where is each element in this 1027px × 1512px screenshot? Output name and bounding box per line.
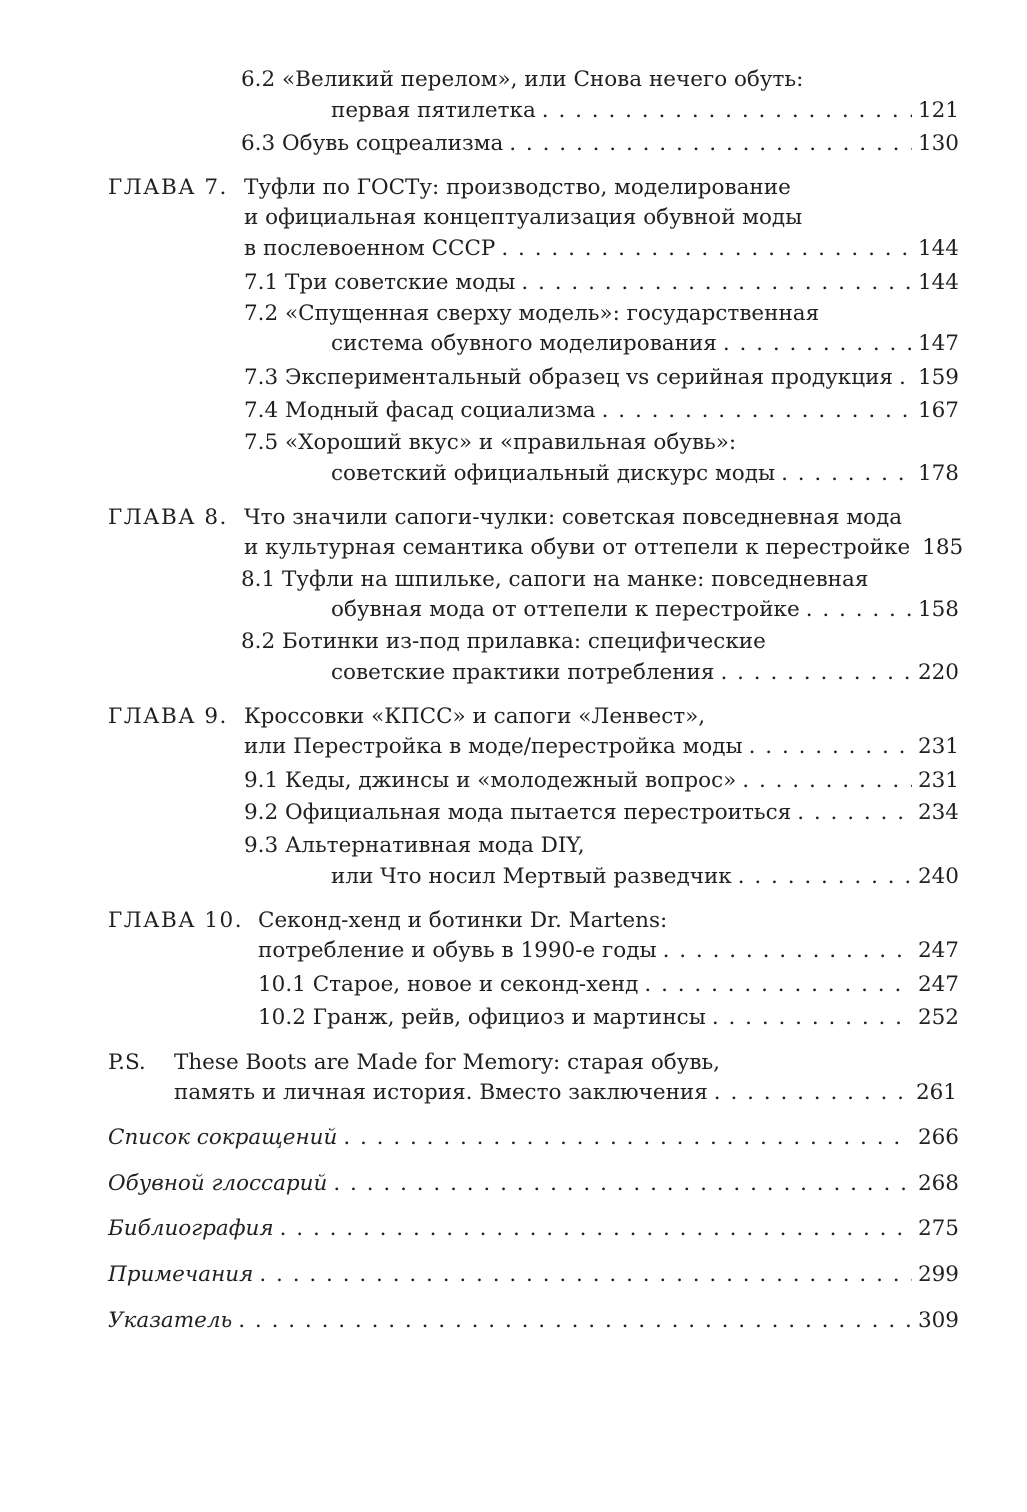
toc-ps-label: P.S. [108,1050,146,1075]
toc-chapter-9-page: 231 [917,734,959,759]
toc-6-2-title-line2: первая пятилетка [331,98,536,123]
dot-leader [542,98,912,124]
toc-6-3-title: 6.3 Обувь соцреализма [241,131,504,156]
toc-10-2-page: 252 [917,1005,959,1030]
toc-ps-title-line1: These Boots are Made for Memory: старая обувь, [174,1050,721,1075]
toc-10-1-page: 247 [917,972,959,997]
toc-entry-9-1[interactable] [244,768,959,794]
dot-leader [343,1125,912,1151]
toc-7-3-title: 7.3 Экспериментальный образец vs серийная продукция [244,365,893,390]
toc-abbreviations-page: 266 [917,1125,959,1150]
toc-6-2-page: 121 [917,98,959,123]
toc-8-1-title-line2: обувная мода от оттепели к перестройке [331,597,800,622]
toc-9-1-title: 9.1 Кеды, джинсы и «молодежный вопрос» [244,768,737,793]
toc-entry-7-1[interactable] [244,270,959,296]
toc-entry-chapter-10[interactable] [258,938,959,964]
toc-entry-bibliography[interactable] [108,1216,959,1242]
toc-entry-abbreviations[interactable] [108,1125,959,1151]
toc-7-5-page: 178 [917,461,959,486]
dot-leader [749,734,912,760]
toc-glossary-title: Обувной глоссарий [108,1171,328,1196]
dot-leader [333,1171,912,1197]
dot-leader [723,331,912,357]
toc-7-4-title: 7.4 Модный фасад социализма [244,398,596,423]
toc-index-title: Указатель [108,1308,233,1333]
toc-entry-6-3[interactable] [241,131,959,157]
toc-index-page: 309 [917,1308,959,1333]
toc-notes-title: Примечания [108,1262,254,1287]
toc-9-2-title: 9.2 Официальная мода пытается перестроиться [244,800,792,825]
toc-7-3-page: 159 [917,365,959,390]
toc-7-2-title-line2: система обувного моделирования [331,331,717,356]
toc-entry-9-3[interactable] [331,864,959,890]
dot-leader [238,1308,912,1334]
toc-entry-8-1[interactable] [331,597,959,623]
toc-chapter-9-title-line1: Кроссовки «КПСС» и сапоги «Ленвест», [244,704,706,729]
toc-6-3-page: 130 [917,131,959,156]
toc-glossary-page: 268 [917,1171,959,1196]
toc-entry-7-4[interactable] [244,398,959,424]
dot-leader [501,236,912,262]
dot-leader [644,972,912,998]
dot-leader [797,800,912,826]
dot-leader [521,270,912,296]
toc-bibliography-title: Библиография [108,1216,274,1241]
dot-leader [663,938,912,964]
dot-leader [781,461,912,487]
toc-ps-title-line2: память и личная история. Вместо заключения [174,1080,708,1105]
toc-8-2-title-line2: советские практики потребления [331,660,715,685]
toc-chapter-7-title-line3: в послевоенном СССР [244,236,496,261]
dot-leader [720,660,912,686]
dot-leader [509,131,912,157]
toc-chapter-7-page: 144 [917,236,959,261]
toc-8-2-title-line1: 8.2 Ботинки из-под прилавка: специфические [241,629,766,654]
toc-chapter-10-page: 247 [917,938,959,963]
toc-entry-10-2[interactable] [258,1005,959,1031]
toc-9-3-page: 240 [917,864,959,889]
toc-entry-7-3[interactable] [244,365,959,391]
toc-entry-7-2[interactable] [331,331,959,357]
toc-7-5-title-line2: советский официальный дискурс моды [331,461,776,486]
toc-chapter-9-label: ГЛАВА 9. [108,704,228,729]
toc-10-1-title: 10.1 Старое, новое и секонд-хенд [258,972,639,997]
toc-9-1-page: 231 [917,768,959,793]
toc-7-4-page: 167 [917,398,959,423]
toc-entry-7-5[interactable] [331,461,959,487]
toc-entry-notes[interactable] [108,1262,959,1288]
toc-7-2-title-line1: 7.2 «Спущенная сверху модель»: государственная [244,301,820,326]
toc-entry-ps[interactable] [174,1080,957,1106]
toc-8-1-title-line1: 8.1 Туфли на шпильке, сапоги на манке: повседневная [241,567,869,592]
toc-chapter-7-label: ГЛАВА 7. [108,175,228,200]
toc-chapter-10-label: ГЛАВА 10. [108,908,244,933]
toc-chapter-7-title-line2: и официальная концептуализация обувной моды [244,205,803,230]
dot-leader [742,768,912,794]
toc-entry-glossary[interactable] [108,1171,959,1197]
toc-10-2-title: 10.2 Гранж, рейв, официоз и мартинсы [258,1005,706,1030]
toc-notes-page: 299 [917,1262,959,1287]
dot-leader [712,1005,912,1031]
toc-9-3-title-line2: или Что носил Мертвый разведчик [331,864,732,889]
dot-leader [259,1262,912,1288]
toc-entry-8-2[interactable] [331,660,959,686]
toc-7-2-page: 147 [917,331,959,356]
dot-leader [738,864,912,890]
dot-leader [602,398,912,424]
toc-entry-9-2[interactable] [244,800,959,826]
toc-7-5-title-line1: 7.5 «Хороший вкус» и «правильная обувь»: [244,430,737,455]
toc-8-2-page: 220 [917,660,959,685]
dot-leader [714,1080,910,1106]
toc-entry-10-1[interactable] [258,972,959,998]
toc-9-3-title-line1: 9.3 Альтернативная мода DIY, [244,833,585,858]
toc-chapter-10-title-line1: Секонд-хенд и ботинки Dr. Martens: [258,908,668,933]
toc-chapter-10-title-line2: потребление и обувь в 1990-е годы [258,938,657,963]
toc-entry-index[interactable] [108,1308,959,1334]
dot-leader [806,597,912,623]
toc-chapter-8-title-line2: и культурная семантика обуви от оттепели к перестройке [244,535,911,560]
toc-abbreviations-title: Список сокращений [108,1125,338,1150]
toc-entry-6-2[interactable] [331,98,959,124]
dot-leader [280,1216,912,1242]
toc-chapter-8-label: ГЛАВА 8. [108,505,228,530]
toc-7-1-page: 144 [917,270,959,295]
toc-entry-chapter-9[interactable] [244,734,959,760]
toc-6-2-title-line1: 6.2 «Великий перелом», или Снова нечего обуть: [241,67,804,92]
toc-ps-page: 261 [915,1080,957,1105]
dot-leader [899,365,912,391]
toc-entry-chapter-8[interactable] [244,535,964,561]
toc-9-2-page: 234 [917,800,959,825]
toc-chapter-7-title-line1: Туфли по ГОСТу: производство, моделирование [244,175,791,200]
toc-chapter-9-title-line2: или Перестройка в моде/перестройка моды [244,734,743,759]
toc-chapter-8-page: 185 [922,535,964,560]
toc-entry-chapter-7[interactable] [244,236,959,262]
toc-7-1-title: 7.1 Три советские моды [244,270,516,295]
toc-8-1-page: 158 [917,597,959,622]
toc-chapter-8-title-line1: Что значили сапоги-чулки: советская повседневная мода [244,505,903,530]
toc-bibliography-page: 275 [917,1216,959,1241]
